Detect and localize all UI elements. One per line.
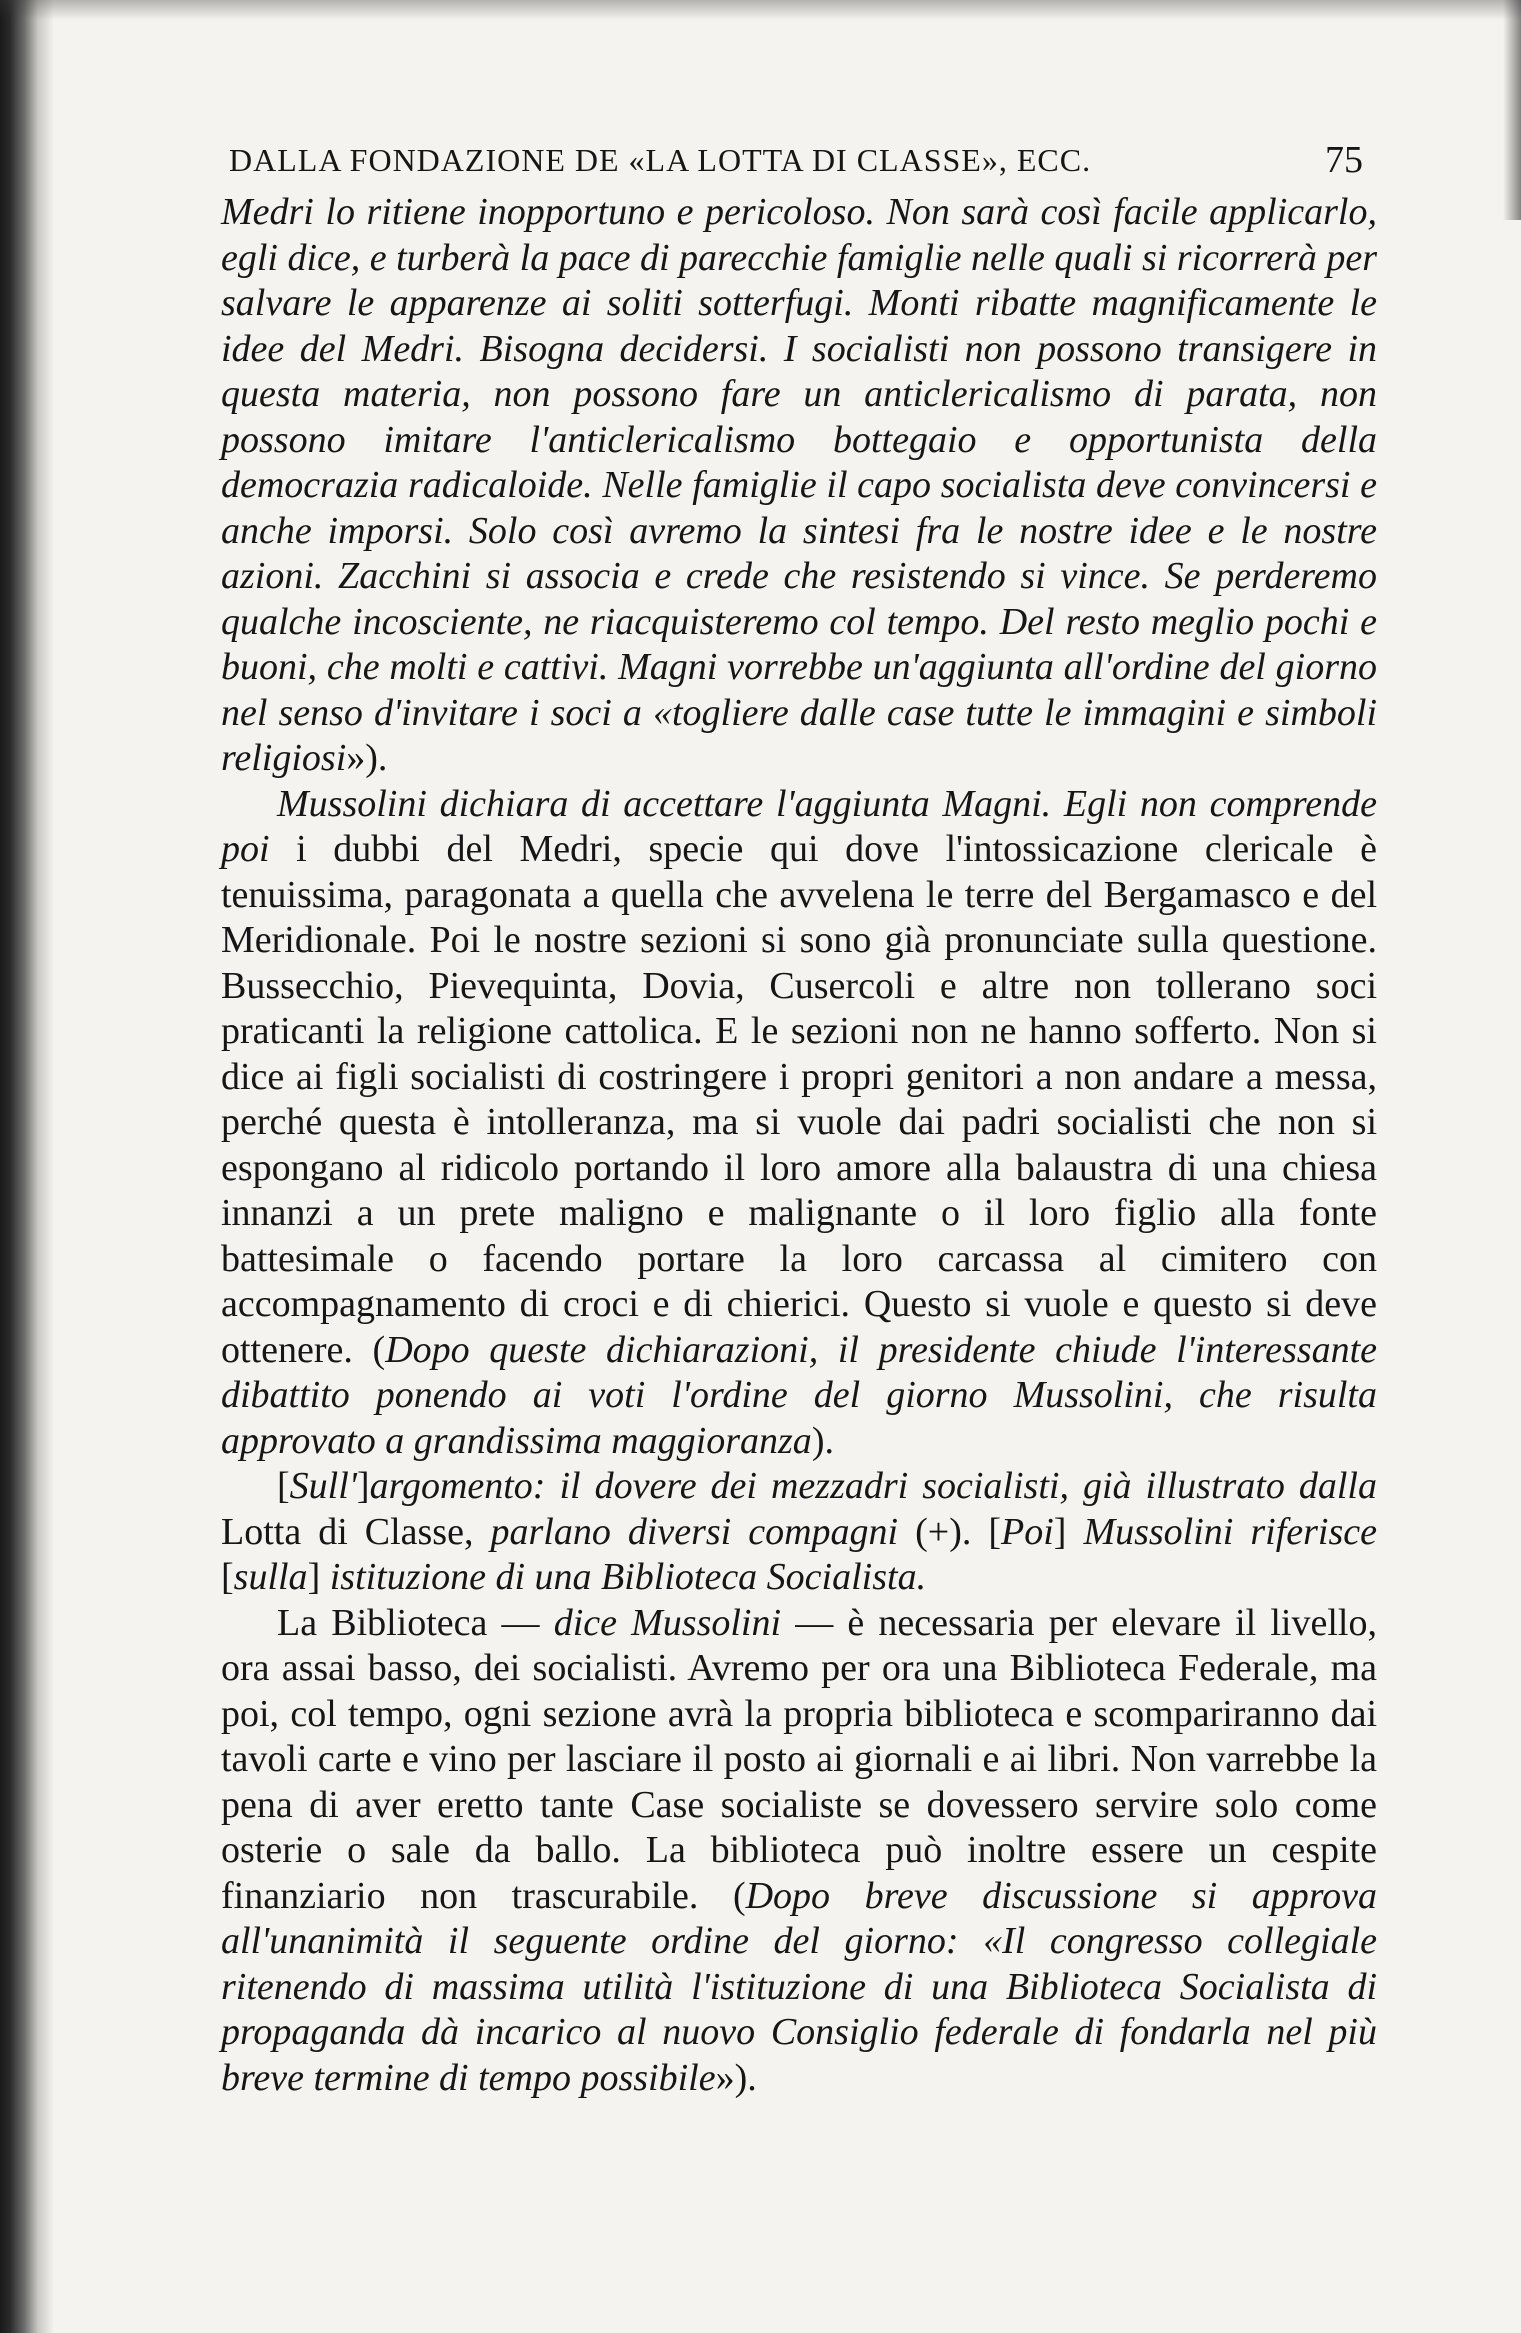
paragraph-4: [221, 1601, 1377, 2102]
text-span: ]: [1053, 1510, 1084, 1553]
text-span: (+). [: [898, 1510, 1002, 1553]
body-text: [221, 190, 1377, 2101]
running-head: [221, 130, 1377, 190]
text-span: Dopo breve discussione si approva all'unanimità il seguente ordine del giorno: «Il congresso collegiale ritenendo di massima utilità l'istituzione di una Biblioteca Socialista di propaganda dà incarico al nuovo Consiglio federale di fondarla nel più breve termine di tempo possibile: [221, 1874, 1377, 2099]
paragraph-2: [221, 782, 1377, 1465]
text-span: dice Mussolini: [553, 1601, 782, 1644]
page-number: 75: [1325, 139, 1363, 181]
text-span: Dopo queste dichiarazioni, il presidente chiude l'interessante dibattito ponendo ai voti l'ordine del giorno Mussolini, che risulta approvato a grandissima maggioranza: [221, 1328, 1378, 1462]
text-span: ]: [307, 1556, 330, 1598]
text-span: Mussolini dichiara di accettare l'aggiunta Magni. Egli non comprende poi: [221, 782, 1377, 870]
text-span: La Biblioteca —: [277, 1601, 554, 1644]
text-span: parlano diversi compagni: [490, 1510, 899, 1553]
scan-shadow-top: [0, 0, 1521, 20]
paragraph-1: [221, 190, 1377, 782]
text-span: — è necessaria per elevare il livello, ora assai basso, dei socialisti. Avremo per ora una Biblioteca Federale, ma poi, col tempo, ogni sezione avrà la propria biblioteca e scompariranno dai tavoli carte e vino per lasciare il posto ai giornali e ai libri. Non varrebbe la pena di aver eretto tante Case socialiste se dovessero servire solo come osterie o sale da ballo. La biblioteca può inoltre essere un cespite finanziario non trascurabile. (: [221, 1601, 1377, 1917]
text-span: sulla: [233, 1556, 308, 1598]
running-head-title: DALLA FONDAZIONE DE «LA LOTTA DI CLASSE», ECC.: [229, 142, 1092, 178]
scan-shadow-right: [1503, 0, 1521, 220]
text-span: argomento: il dovere dei mezzadri socialisti, già illustrato dalla: [369, 1465, 1377, 1507]
text-span: i dubbi del Medri, specie qui dove l'intossicazione clericale è tenuissima, paragonata a quella che avvelena le terre del Bergamasco e del Meridionale. Poi le nostre sezioni si sono già pronunciate sulla questione. Bussecchio, Pievequinta, Dovia, Cusercoli e altre non tollerano soci praticanti la religione cattolica. E le sezioni non ne hanno sofferto. Non si dice ai figli socialisti di costringere i propri genitori a non andare a messa, perché questa è intolleranza, ma si vuole dai padri socialisti che non si espongano al ridicolo portando il loro amore alla balaustra di una chiesa innanzi a un prete maligno e malignante o il loro figlio alla fonte battesimale o facendo portare la loro carcassa al cimitero con accompagnamento di croci e di chierici. Questo si vuole e questo si deve ottenere. (: [221, 828, 1377, 1371]
text-span: Lotta di Classe,: [221, 1510, 491, 1553]
text-span: »).: [346, 737, 388, 779]
text-span: Poi: [1001, 1510, 1054, 1553]
text-span: Mussolini riferisce: [1083, 1510, 1377, 1553]
scan-shadow-left: [0, 0, 54, 2333]
text-span: Sull': [289, 1465, 357, 1507]
text-span: Medri lo ritiene inopportuno e pericoloso. Non sarà così facile applicarlo, egli dice, e turberà la pace di parecchie famiglie nelle quali si ricorrerà per salvare le apparenze ai soliti sotterfugi. Monti ribatte magnificamente le idee del Medri. Bisogna decidersi. I socialisti non possono transigere in questa materia, non possono fare un anticlericalismo di parata, non possono imitare l'anticlericalismo bottegaio e opportunista della democrazia radicaloide. Nelle famiglie il capo socialista deve convincersi e anche imporsi. Solo così avremo la sintesi fra le nostre idee e le nostre azioni. Zacchini si associa e crede che resistendo si vince. Se perderemo qualche incosciente, ne riacquisteremo col tempo. Del resto meglio pochi e buoni, che molti e cattivi. Magni vorrebbe un'aggiunta all'ordine del giorno nel senso d'invitare i soci a «togliere dalle case tutte le immagini e simboli religiosi: [221, 191, 1377, 779]
text-span: [: [277, 1465, 290, 1507]
text-span: [: [221, 1556, 234, 1598]
text-span: »).: [715, 2056, 757, 2099]
text-span: ).: [811, 1419, 834, 1462]
paragraph-3: [221, 1464, 1377, 1601]
text-span: istituzione di una Biblioteca Socialista.: [329, 1556, 927, 1598]
text-span: ]: [356, 1465, 370, 1507]
book-page: [221, 130, 1377, 2101]
